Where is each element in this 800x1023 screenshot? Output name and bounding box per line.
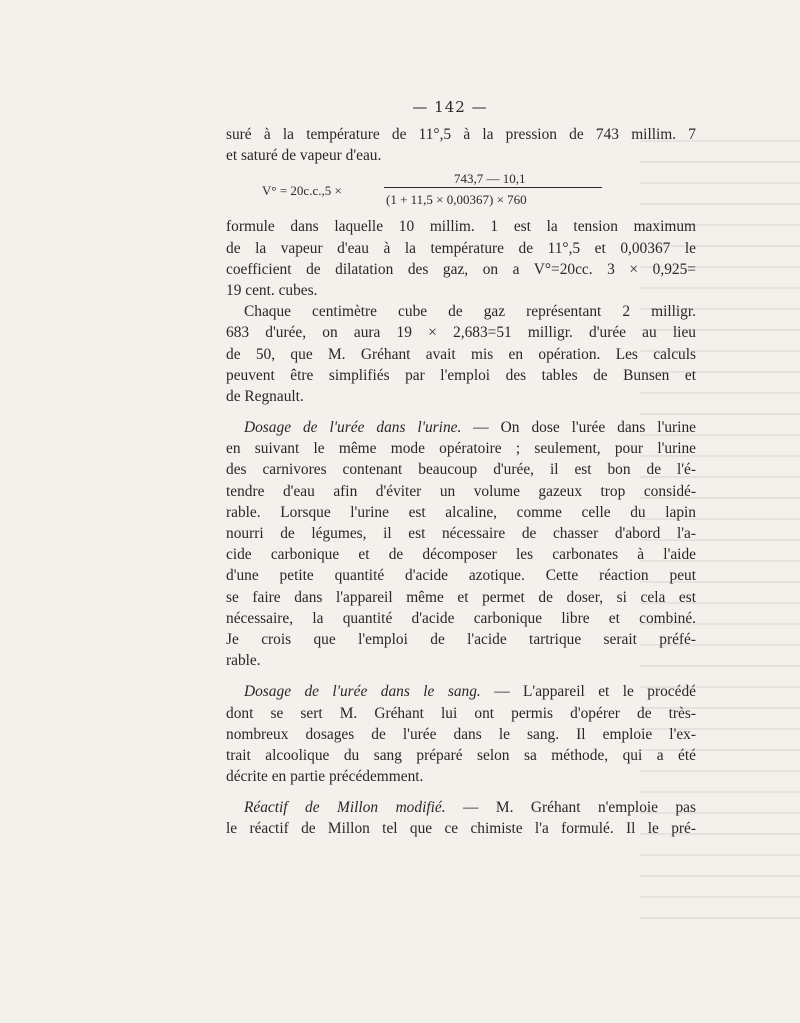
text-fragment: — L'appareil et le procédé: [480, 683, 696, 701]
text-line: et saturé de vapeur d'eau.: [226, 147, 382, 165]
text-line: de Regnault.: [226, 387, 304, 405]
text-line: peuvent être simplifiés par l'emploi des tables de Bunsen et: [226, 366, 696, 384]
paragraph-3: [226, 301, 696, 407]
text-line: des carnivores contenant beaucoup d'urée, il est bon de l'é-: [226, 461, 696, 479]
text-line: [226, 681, 696, 702]
text-line: [226, 417, 696, 438]
formula: [226, 168, 696, 212]
text-line: rable.: [226, 652, 261, 670]
formula-denominator: (1 + 11,5 × 0,00367) × 760: [386, 192, 527, 208]
text-line: [226, 797, 696, 818]
section-heading-blood: Dosage de l'urée dans le sang.: [244, 683, 481, 701]
formula-lhs: V° = 20c.c.,5 ×: [262, 183, 342, 199]
text-fragment: — On dose l'urée dans l'urine: [461, 419, 696, 437]
text-line: de la vapeur d'eau à la température de 11°,5 et 0,00367 le: [226, 239, 696, 257]
text-line: en suivant le même mode opératoire ; seulement, pour l'urine: [226, 440, 696, 458]
text-line: nombreux dosages de l'urée dans le sang. Il emploie l'ex-: [226, 725, 696, 743]
text-line: coefficient de dilatation des gaz, on a V°=20cc. 3 × 0,925=: [226, 260, 696, 278]
text-line: 683 d'urée, on aura 19 × 2,683=51 milligr. d'urée au lieu: [226, 324, 696, 342]
text-line: dont se sert M. Gréhant lui ont permis d'opérer de très-: [226, 704, 696, 722]
text-line: se faire dans l'appareil même et permet de doser, si cela est: [226, 588, 696, 606]
paragraph-1: [226, 124, 696, 166]
body-text: [226, 124, 696, 840]
paragraph-4: [226, 417, 696, 671]
fraction-bar: [384, 187, 602, 188]
paragraph-6: [226, 797, 696, 839]
text-line: d'une petite quantité d'acide azotique. Cette réaction peut: [226, 567, 696, 585]
page-number: — 142 —: [412, 98, 488, 116]
text-line: Chaque centimètre cube de gaz représentant 2 milligr.: [244, 303, 696, 321]
section-heading-urine: Dosage de l'urée dans l'urine.: [244, 419, 462, 437]
text-line: nourri de légumes, il est nécessaire de chasser d'abord l'a-: [226, 525, 696, 542]
text-line: tendre d'eau afin d'éviter un volume gazeux trop considé-: [226, 482, 696, 500]
formula-numerator: 743,7 — 10,1: [454, 171, 526, 187]
section-heading-millon: Réactif de Millon modifié.: [244, 799, 446, 817]
paragraph-5: [226, 681, 696, 787]
text-line: suré à la température de 11°,5 à la pression de 743 millim. 7: [226, 126, 696, 143]
paragraph-2: [226, 216, 696, 301]
text-line: le réactif de Millon tel que ce chimiste l'a formulé. Il le pré-: [226, 820, 696, 838]
text-line: rable. Lorsque l'urine est alcaline, comme celle du lapin: [226, 503, 696, 521]
text-line: Je crois que l'emploi de l'acide tartrique serait préfé-: [226, 630, 696, 648]
text-line: formule dans laquelle 10 millim. 1 est la tension maximum: [226, 218, 696, 236]
text-line: décrite en partie précédemment.: [226, 768, 424, 786]
text-line: trait alcoolique du sang préparé selon sa méthode, qui a été: [226, 746, 696, 764]
text-line: cide carbonique et de décomposer les carbonates à l'aide: [226, 546, 696, 564]
text-line: de 50, que M. Gréhant avait mis en opération. Les calculs: [226, 345, 696, 363]
text-line: 19 cent. cubes.: [226, 281, 318, 299]
text-fragment: — M. Gréhant n'emploie pas: [445, 799, 696, 817]
text-line: nécessaire, la quantité d'acide carbonique libre et combiné.: [226, 609, 696, 627]
